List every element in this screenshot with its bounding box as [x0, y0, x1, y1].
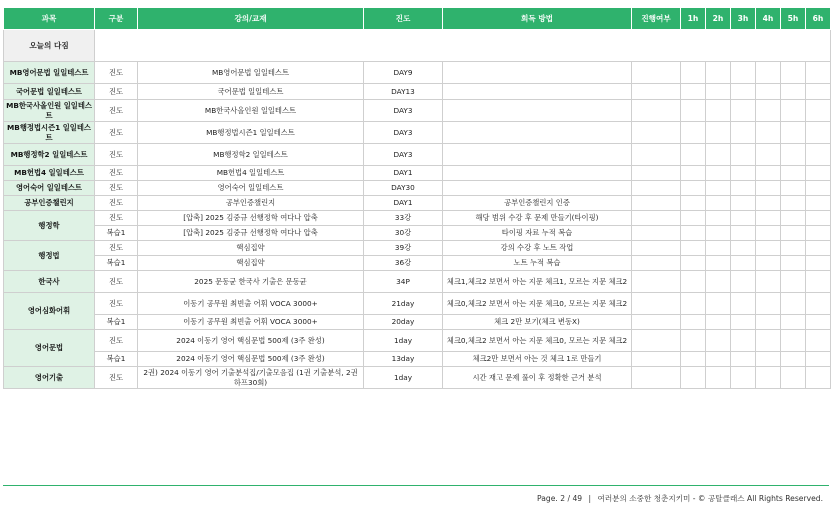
study-plan-table: [3, 7, 831, 389]
hour-cell-1[interactable]: [681, 293, 706, 315]
hour-cell-3[interactable]: [731, 330, 756, 352]
hour-cell-6[interactable]: [806, 181, 831, 196]
hour-cell-3[interactable]: [731, 226, 756, 241]
hour-cell-2[interactable]: [706, 367, 731, 389]
hour-cell-2[interactable]: [706, 144, 731, 166]
header-hour-3: 3h: [731, 8, 756, 30]
hour-cell-6[interactable]: [806, 226, 831, 241]
hour-cell-1[interactable]: [681, 367, 706, 389]
row-material: [압축] 2025 김중규 선행정학 여다나 압축: [138, 211, 364, 226]
row-type: 진도: [95, 330, 138, 352]
hour-cell-5[interactable]: [781, 330, 806, 352]
hour-cell-4[interactable]: [756, 181, 781, 196]
table-row: [4, 122, 831, 144]
motto-label: 오늘의 다짐: [4, 30, 95, 62]
hour-cell-4[interactable]: [756, 352, 781, 367]
row-type: 진도: [95, 62, 138, 84]
hour-cell-4[interactable]: [756, 241, 781, 256]
table-row: [4, 166, 831, 181]
hour-cell-2[interactable]: [706, 62, 731, 84]
hour-cell-1[interactable]: [681, 241, 706, 256]
hour-cell-1[interactable]: [681, 100, 706, 122]
header-hour-4: 4h: [756, 8, 781, 30]
row-progress: 30강: [364, 226, 443, 241]
hour-cell-3[interactable]: [731, 166, 756, 181]
row-type: 복습1: [95, 226, 138, 241]
row-method: 타이핑 자료 누적 복습: [443, 226, 632, 241]
row-method: [443, 100, 632, 122]
status-cell[interactable]: [632, 166, 681, 181]
hour-cell-4[interactable]: [756, 271, 781, 293]
hour-cell-5[interactable]: [781, 352, 806, 367]
hour-cell-6[interactable]: [806, 330, 831, 352]
hour-cell-4[interactable]: [756, 211, 781, 226]
hour-cell-5[interactable]: [781, 241, 806, 256]
subject-name: 영어숙어 일일테스트: [4, 181, 95, 196]
row-progress: DAY3: [364, 122, 443, 144]
status-cell[interactable]: [632, 293, 681, 315]
hour-cell-1[interactable]: [681, 62, 706, 84]
row-material: MB행정학2 일일테스트: [138, 144, 364, 166]
hour-cell-3[interactable]: [731, 144, 756, 166]
header-hour-6: 6h: [806, 8, 831, 30]
row-material: MB영어문법 일일테스트: [138, 62, 364, 84]
hour-cell-2[interactable]: [706, 84, 731, 100]
table-row: [4, 181, 831, 196]
row-type: 진도: [95, 100, 138, 122]
subject-name: 행정학: [4, 211, 95, 241]
hour-cell-3[interactable]: [731, 84, 756, 100]
status-cell[interactable]: [632, 62, 681, 84]
row-type: 복습1: [95, 352, 138, 367]
row-material: 국어문법 일일테스트: [138, 84, 364, 100]
hour-cell-5[interactable]: [781, 315, 806, 330]
hour-cell-5[interactable]: [781, 211, 806, 226]
row-material: 2024 이동기 영어 핵심문법 500제 (3주 완성): [138, 352, 364, 367]
hour-cell-4[interactable]: [756, 84, 781, 100]
hour-cell-5[interactable]: [781, 62, 806, 84]
hour-cell-1[interactable]: [681, 330, 706, 352]
row-type: 복습1: [95, 256, 138, 271]
hour-cell-3[interactable]: [731, 367, 756, 389]
hour-cell-6[interactable]: [806, 62, 831, 84]
subject-name: 공부인증챌린지: [4, 196, 95, 211]
hour-cell-1[interactable]: [681, 84, 706, 100]
table-row: [4, 330, 831, 352]
table-row: [4, 100, 831, 122]
row-type: 진도: [95, 241, 138, 256]
status-cell[interactable]: [632, 241, 681, 256]
hour-cell-2[interactable]: [706, 315, 731, 330]
status-cell[interactable]: [632, 315, 681, 330]
subject-name: 영어심화어휘: [4, 293, 95, 330]
status-cell[interactable]: [632, 211, 681, 226]
hour-cell-6[interactable]: [806, 293, 831, 315]
row-method: [443, 144, 632, 166]
header-method: 회독 방법: [443, 8, 632, 30]
footer-separator: |: [588, 494, 592, 503]
row-type: 진도: [95, 84, 138, 100]
hour-cell-5[interactable]: [781, 122, 806, 144]
hour-cell-5[interactable]: [781, 166, 806, 181]
row-material: 핵심집약: [138, 256, 364, 271]
header-row: [4, 8, 831, 30]
row-method: 체크 2만 보기(체크 변동X): [443, 315, 632, 330]
hour-cell-6[interactable]: [806, 144, 831, 166]
hour-cell-2[interactable]: [706, 166, 731, 181]
hour-cell-6[interactable]: [806, 196, 831, 211]
hour-cell-2[interactable]: [706, 122, 731, 144]
table-row: [4, 211, 831, 226]
hour-cell-3[interactable]: [731, 315, 756, 330]
hour-cell-3[interactable]: [731, 256, 756, 271]
row-progress: 34P: [364, 271, 443, 293]
row-progress: 13day: [364, 352, 443, 367]
hour-cell-5[interactable]: [781, 293, 806, 315]
row-progress: 1day: [364, 367, 443, 389]
row-method: 체크0,체크2 보면서 아는 지문 체크0, 모르는 지문 체크2: [443, 330, 632, 352]
hour-cell-1[interactable]: [681, 256, 706, 271]
row-material: 2권) 2024 이동기 영어 기출분석집/기출모음집 (1권 기출분석, 2권 하프30회): [138, 367, 364, 389]
row-method: 노트 누적 복습: [443, 256, 632, 271]
subject-name: 행정법: [4, 241, 95, 271]
hour-cell-5[interactable]: [781, 271, 806, 293]
table-row: [4, 293, 831, 315]
hour-cell-5[interactable]: [781, 144, 806, 166]
hour-cell-2[interactable]: [706, 271, 731, 293]
subject-name: MB한국사올인원 일일테스트: [4, 100, 95, 122]
row-type: 진도: [95, 196, 138, 211]
row-method: 시간 재고 문제 풀이 후 정확한 근거 분석: [443, 367, 632, 389]
hour-cell-4[interactable]: [756, 62, 781, 84]
hour-cell-4[interactable]: [756, 293, 781, 315]
row-progress: DAY1: [364, 166, 443, 181]
row-method: 체크2만 보면서 아는 것 체크 1로 만들기: [443, 352, 632, 367]
status-cell[interactable]: [632, 256, 681, 271]
hour-cell-2[interactable]: [706, 330, 731, 352]
row-type: 복습1: [95, 315, 138, 330]
hour-cell-5[interactable]: [781, 181, 806, 196]
status-cell[interactable]: [632, 352, 681, 367]
hour-cell-6[interactable]: [806, 166, 831, 181]
header-status: 진행여부: [632, 8, 681, 30]
table-row: [4, 256, 831, 271]
row-material: MB행정법시즌1 일일테스트: [138, 122, 364, 144]
hour-cell-3[interactable]: [731, 271, 756, 293]
subject-name: 영어기출: [4, 367, 95, 389]
hour-cell-2[interactable]: [706, 196, 731, 211]
status-cell[interactable]: [632, 330, 681, 352]
hour-cell-2[interactable]: [706, 100, 731, 122]
table-row: [4, 241, 831, 256]
row-material: 2024 이동기 영어 핵심문법 500제 (3주 완성): [138, 330, 364, 352]
status-cell[interactable]: [632, 181, 681, 196]
row-method: [443, 84, 632, 100]
hour-cell-1[interactable]: [681, 122, 706, 144]
table-row: [4, 226, 831, 241]
hour-cell-6[interactable]: [806, 100, 831, 122]
footer-divider: [3, 485, 829, 486]
hour-cell-3[interactable]: [731, 181, 756, 196]
subject-name: MB행정학2 일일테스트: [4, 144, 95, 166]
row-progress: DAY9: [364, 62, 443, 84]
footer-copyright: 여러분의 소중한 청춘지키미 - © 공탈클래스 All Rights Reserved.: [597, 494, 823, 503]
status-cell[interactable]: [632, 196, 681, 211]
row-progress: 36강: [364, 256, 443, 271]
hour-cell-2[interactable]: [706, 293, 731, 315]
row-method: 공부인증챌린지 인증: [443, 196, 632, 211]
hour-cell-3[interactable]: [731, 352, 756, 367]
table-row: [4, 315, 831, 330]
hour-cell-5[interactable]: [781, 100, 806, 122]
hour-cell-4[interactable]: [756, 315, 781, 330]
hour-cell-3[interactable]: [731, 196, 756, 211]
status-cell[interactable]: [632, 271, 681, 293]
header-hour-1: 1h: [681, 8, 706, 30]
row-material: 이동기 공무원 최빈출 어휘 VOCA 3000+: [138, 315, 364, 330]
row-material: MB한국사올인원 일일테스트: [138, 100, 364, 122]
hour-cell-6[interactable]: [806, 256, 831, 271]
row-method: 체크0,체크2 보면서 아는 지문 체크0, 모르는 지문 체크2: [443, 293, 632, 315]
header-type: 구분: [95, 8, 138, 30]
header-hour-2: 2h: [706, 8, 731, 30]
motto-input[interactable]: [95, 30, 831, 62]
row-progress: 39강: [364, 241, 443, 256]
table-row: [4, 84, 831, 100]
row-material: MB헌법4 일일테스트: [138, 166, 364, 181]
hour-cell-3[interactable]: [731, 211, 756, 226]
subject-name: MB영어문법 일일테스트: [4, 62, 95, 84]
status-cell[interactable]: [632, 122, 681, 144]
table-row: [4, 352, 831, 367]
header-subject: 과목: [4, 8, 95, 30]
hour-cell-4[interactable]: [756, 122, 781, 144]
row-type: 진도: [95, 293, 138, 315]
header-hour-5: 5h: [781, 8, 806, 30]
row-material: 공부인증챌린지: [138, 196, 364, 211]
hour-cell-1[interactable]: [681, 271, 706, 293]
hour-cell-4[interactable]: [756, 144, 781, 166]
hour-cell-2[interactable]: [706, 181, 731, 196]
status-cell[interactable]: [632, 367, 681, 389]
hour-cell-3[interactable]: [731, 62, 756, 84]
row-progress: DAY30: [364, 181, 443, 196]
row-material: 2025 문동균 한국사 기출은 문동균: [138, 271, 364, 293]
hour-cell-5[interactable]: [781, 84, 806, 100]
page-number: Page. 2 / 49: [537, 494, 583, 503]
hour-cell-1[interactable]: [681, 315, 706, 330]
row-method: 강의 수강 후 노트 작업: [443, 241, 632, 256]
row-progress: 33강: [364, 211, 443, 226]
row-progress: 21day: [364, 293, 443, 315]
row-type: 진도: [95, 211, 138, 226]
hour-cell-5[interactable]: [781, 367, 806, 389]
hour-cell-1[interactable]: [681, 211, 706, 226]
row-material: 핵심집약: [138, 241, 364, 256]
page-footer: [535, 493, 825, 504]
status-cell[interactable]: [632, 144, 681, 166]
hour-cell-1[interactable]: [681, 196, 706, 211]
hour-cell-6[interactable]: [806, 211, 831, 226]
hour-cell-4[interactable]: [756, 100, 781, 122]
hour-cell-6[interactable]: [806, 315, 831, 330]
status-cell[interactable]: [632, 226, 681, 241]
hour-cell-1[interactable]: [681, 144, 706, 166]
row-progress: DAY3: [364, 144, 443, 166]
row-method: [443, 166, 632, 181]
hour-cell-1[interactable]: [681, 181, 706, 196]
row-method: [443, 181, 632, 196]
hour-cell-3[interactable]: [731, 241, 756, 256]
table-row: [4, 367, 831, 389]
hour-cell-5[interactable]: [781, 226, 806, 241]
header-progress: 진도: [364, 8, 443, 30]
row-progress: 20day: [364, 315, 443, 330]
status-cell[interactable]: [632, 84, 681, 100]
subject-name: 영어문법: [4, 330, 95, 367]
hour-cell-4[interactable]: [756, 196, 781, 211]
hour-cell-1[interactable]: [681, 352, 706, 367]
status-cell[interactable]: [632, 100, 681, 122]
subject-name: MB행정법시즌1 일일테스트: [4, 122, 95, 144]
hour-cell-2[interactable]: [706, 226, 731, 241]
row-type: 진도: [95, 122, 138, 144]
hour-cell-3[interactable]: [731, 122, 756, 144]
hour-cell-2[interactable]: [706, 256, 731, 271]
hour-cell-2[interactable]: [706, 241, 731, 256]
table-row: [4, 196, 831, 211]
hour-cell-4[interactable]: [756, 330, 781, 352]
hour-cell-2[interactable]: [706, 352, 731, 367]
motto-row: [4, 30, 831, 62]
row-material: 이동기 공무원 최빈출 어휘 VOCA 3000+: [138, 293, 364, 315]
hour-cell-6[interactable]: [806, 84, 831, 100]
hour-cell-1[interactable]: [681, 226, 706, 241]
row-type: 진도: [95, 181, 138, 196]
row-method: [443, 62, 632, 84]
subject-name: 한국사: [4, 271, 95, 293]
subject-name: MB헌법4 일일테스트: [4, 166, 95, 181]
row-type: 진도: [95, 271, 138, 293]
hour-cell-5[interactable]: [781, 196, 806, 211]
row-progress: DAY1: [364, 196, 443, 211]
row-material: 영어숙어 일일테스트: [138, 181, 364, 196]
row-type: 진도: [95, 144, 138, 166]
hour-cell-6[interactable]: [806, 241, 831, 256]
table-row: [4, 62, 831, 84]
hour-cell-6[interactable]: [806, 367, 831, 389]
hour-cell-4[interactable]: [756, 256, 781, 271]
row-progress: DAY13: [364, 84, 443, 100]
hour-cell-1[interactable]: [681, 166, 706, 181]
row-progress: 1day: [364, 330, 443, 352]
hour-cell-2[interactable]: [706, 211, 731, 226]
hour-cell-6[interactable]: [806, 271, 831, 293]
hour-cell-6[interactable]: [806, 352, 831, 367]
hour-cell-4[interactable]: [756, 166, 781, 181]
row-method: [443, 122, 632, 144]
subject-name: 국어문법 일일테스트: [4, 84, 95, 100]
row-method: 해당 범위 수강 후 문제 만들기(타이핑): [443, 211, 632, 226]
hour-cell-5[interactable]: [781, 256, 806, 271]
hour-cell-4[interactable]: [756, 226, 781, 241]
header-material: 강의/교재: [138, 8, 364, 30]
table-row: [4, 271, 831, 293]
hour-cell-4[interactable]: [756, 367, 781, 389]
row-method: 체크1,체크2 보면서 아는 지문 체크1, 모르는 지문 체크2: [443, 271, 632, 293]
row-type: 진도: [95, 367, 138, 389]
hour-cell-6[interactable]: [806, 122, 831, 144]
hour-cell-3[interactable]: [731, 100, 756, 122]
row-type: 진도: [95, 166, 138, 181]
hour-cell-3[interactable]: [731, 293, 756, 315]
table-row: [4, 144, 831, 166]
row-material: [압축] 2025 김중규 선행정학 여다나 압축: [138, 226, 364, 241]
row-progress: DAY3: [364, 100, 443, 122]
